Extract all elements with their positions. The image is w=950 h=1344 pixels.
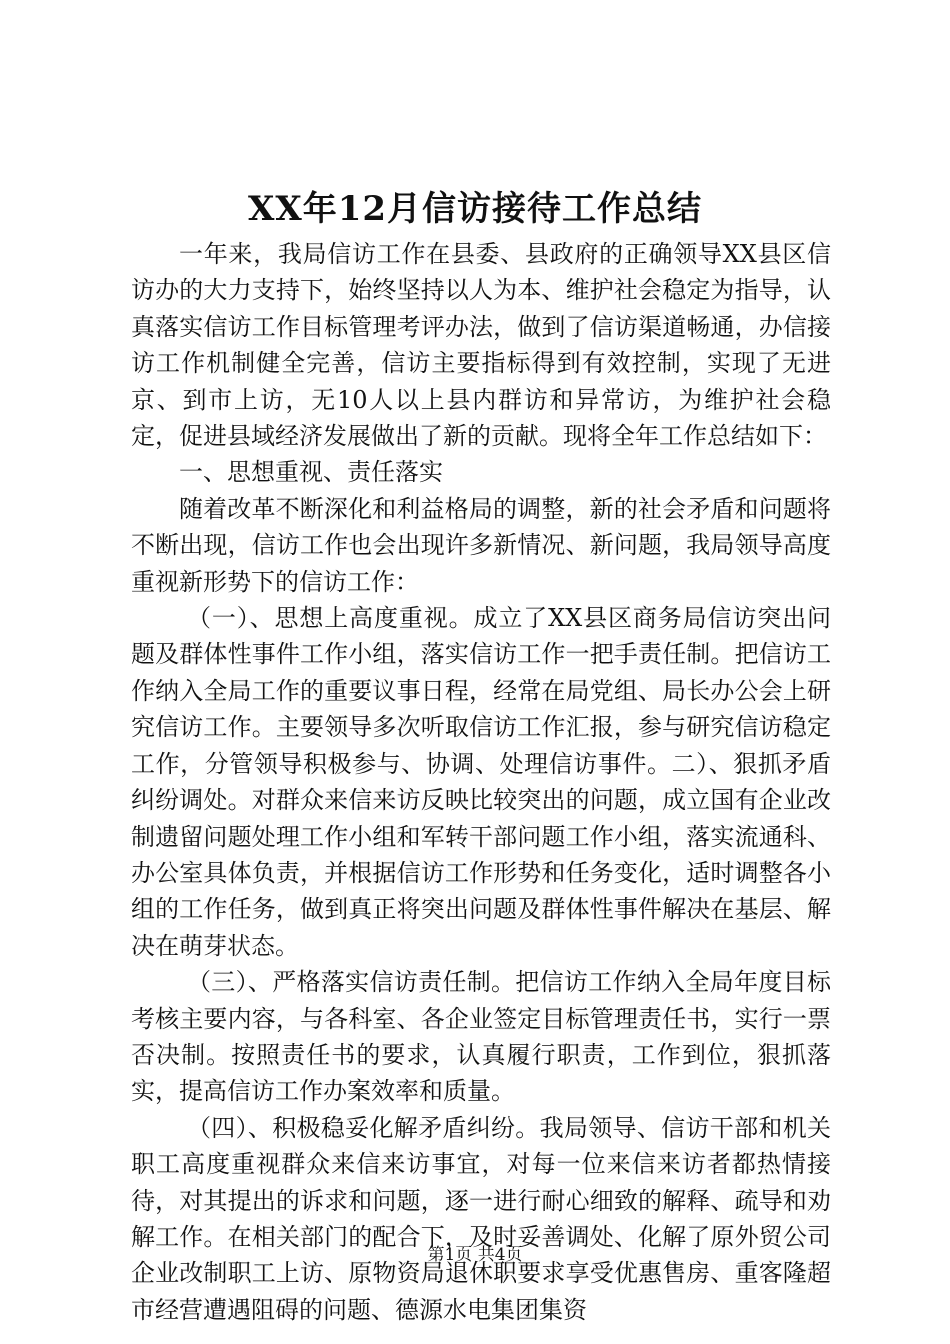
paragraph-context: 随着改革不断深化和利益格局的调整，新的社会矛盾和问题将不断出现，信访工作也会出现许多新情况、新问题，我局领导高度重视新形势下的信访工作： xyxy=(131,494,831,596)
document-title: XX年12月信访接待工作总结 xyxy=(247,189,703,229)
document-body xyxy=(131,236,831,1328)
paragraph-item-4: （四）、积极稳妥化解矛盾纠纷。我局领导、信访干部和机关职工高度重视群众来信来访事宜，对每一位来信来访者都热情接待，对其提出的诉求和问题，逐一进行耐心细致的解释、疏导和劝解工作。在相关部门的配合下，及时妥善调处、化解了原外贸公司企业改制职工上访、原物资局退休职要求享受优惠售房、重客隆超市经营遭遇阻碍的问题、德源水电集团集资 xyxy=(131,1113,831,1324)
paragraph-item-1: （一）、思想上高度重视。成立了XX县区商务局信访突出问题及群体性事件工作小组，落实信访工作一把手责任制。把信访工作纳入全局工作的重要议事日程，经常在局党组、局长办公会上研究信访工作。主要领导多次听取信访工作汇报，参与研究信访稳定工作，分管领导积极参与、协调、处理信访事件。二）、狠抓矛盾纠纷调处。对群众来信来访反映比较突出的问题，成立国有企业改制遗留问题处理工作小组和军转干部问题工作小组，落实流通科、办公室具体负责，并根据信访工作形势和任务变化，适时调整各小组的工作任务，做到真正将突出问题及群体性事件解决在基层、解决在萌芽状态。 xyxy=(131,604,831,960)
section-heading-1: 一、思想重视、责任落实 xyxy=(179,458,443,487)
page-number: 第1页 共4页 xyxy=(427,1245,523,1265)
paragraph-item-3: （三）、严格落实信访责任制。把信访工作纳入全局年度目标考核主要内容，与各科室、各企业签定目标管理责任书，实行一票否决制。按照责任书的要求，认真履行职责，工作到位，狠抓落实，提高信访工作办案效率和质量。 xyxy=(131,968,831,1106)
paragraph-intro: 一年来，我局信访工作在县委、县政府的正确领导XX县区信访办的大力支持下，始终坚持以人为本、维护社会稳定为指导，认真落实信访工作目标管理考评办法，做到了信访渠道畅通，办信接访工作机制健全完善，信访主要指标得到有效控制，实现了无进京、到市上访，无10人以上县内群访和异常访，为维护社会稳定，促进县域经济发展做出了新的贡献。现将全年工作总结如下： xyxy=(131,240,831,451)
